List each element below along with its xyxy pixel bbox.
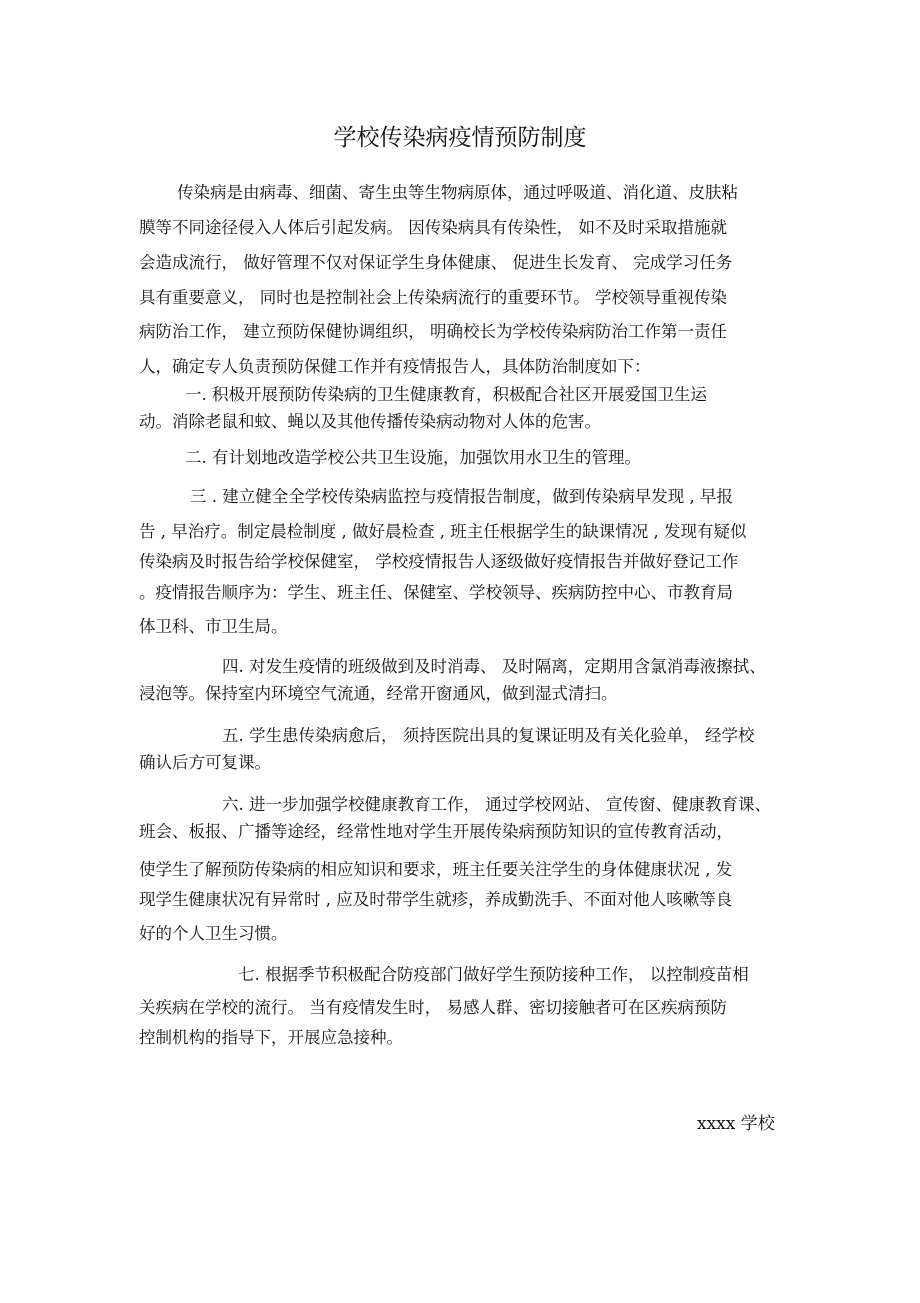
item-1-line: 一. 积极开展预防传染病的卫生健康教育，积极配合社区开展爱国卫生运 (185, 385, 707, 404)
intro-line: 会造成流行， 做好管理不仅对保证学生身体健康、 促进生长发育、 完成学习任务 (139, 253, 733, 272)
item-6-line: 使学生了解预防传染病的相应知识和要求，班主任要关注学生的身体健康状况 , 发 (139, 860, 733, 879)
item-5-line: 确认后方可复课。 (139, 753, 271, 772)
item-6-line: 好的个人卫生习惯。 (139, 924, 288, 943)
intro-line: 病防治工作， 建立预防保健协调组织， 明确校长为学校传染病防治工作第一责任 (139, 322, 727, 341)
item-3-line: 体卫科、市卫生局。 (139, 617, 288, 636)
document-title: 学校传染病疫情预防制度 (333, 125, 587, 151)
intro-line: 传染病是由病毒、细菌、寄生虫等生物病原体，通过呼吸道、消化道、皮肤粘 (177, 183, 738, 202)
signature: xxxx 学校 (697, 1114, 775, 1134)
item-5-line: 五. 学生患传染病愈后， 须持医院出具的复课证明及有关化验单， 经学校 (222, 726, 755, 745)
item-3-line: 传染病及时报告给学校保健室， 学校疫情报告人逐级做好疫情报告并做好登记工作 (139, 552, 739, 571)
item-6-line: 班会、板报、广播等途经，经常性地对学生开展传染病预防知识的宣传教育活动， (139, 822, 733, 841)
item-1-line: 动。消除老鼠和蚊、蝇以及其他传播传染病动物对人体的危害。 (139, 412, 601, 431)
item-4-line: 四. 对发生疫情的班级做到及时消毒、 及时隔离，定期用含氯消毒液擦拭、 (222, 657, 766, 676)
item-7-line: 关疾病在学校的流行。 当有疫情发生时， 易感人群、密切接触者可在区疾病预防 (139, 998, 727, 1017)
item-6-line: 现学生健康状况有异常时 , 应及时带学生就疹，养成勤洗手、不面对他人咳嗽等良 (139, 890, 733, 909)
item-3-line: 。疫情报告顺序为：学生、班主任、保健室、学校领导、疾病防控中心、市教育局 (139, 583, 733, 602)
intro-line: 膜等不同途径侵入人体后引起发病。 因传染病具有传染性， 如不及时采取措施就 (139, 218, 727, 237)
intro-line: 具有重要意义， 同时也是控制社会上传染病流行的重要环节。 学校领导重视传染 (139, 288, 727, 307)
item-2-line: 二. 有计划地改造学校公共卫生设施，加强饮用水卫生的管理。 (185, 448, 641, 467)
item-7-line: 七. 根据季节积极配合防疫部门做好学生预防接种工作， 以控制疫苗相 (238, 965, 749, 984)
item-7-line: 控制机构的指导下，开展应急接种。 (139, 1028, 403, 1047)
item-6-line: 六. 进一步加强学校健康教育工作， 通过学校网站、 宣传窗、健康教育课、 (222, 795, 771, 814)
item-4-line: 浸泡等。保持室内环境空气流通，经常开窗通风，做到湿式清扫。 (139, 684, 618, 703)
item-3-line: 告 , 早治疗。制定晨检制度 , 做好晨检查 , 班主任根据学生的缺课情况 , 发现有疑似 (139, 522, 747, 541)
item-3-line: 三 . 建立健全全学校传染病监控与疫情报告制度，做到传染病早发现 , 早报 (190, 487, 733, 506)
intro-line: 人，确定专人负责预防保健工作并有疫情报告人，具体防治制度如下： (139, 357, 651, 376)
